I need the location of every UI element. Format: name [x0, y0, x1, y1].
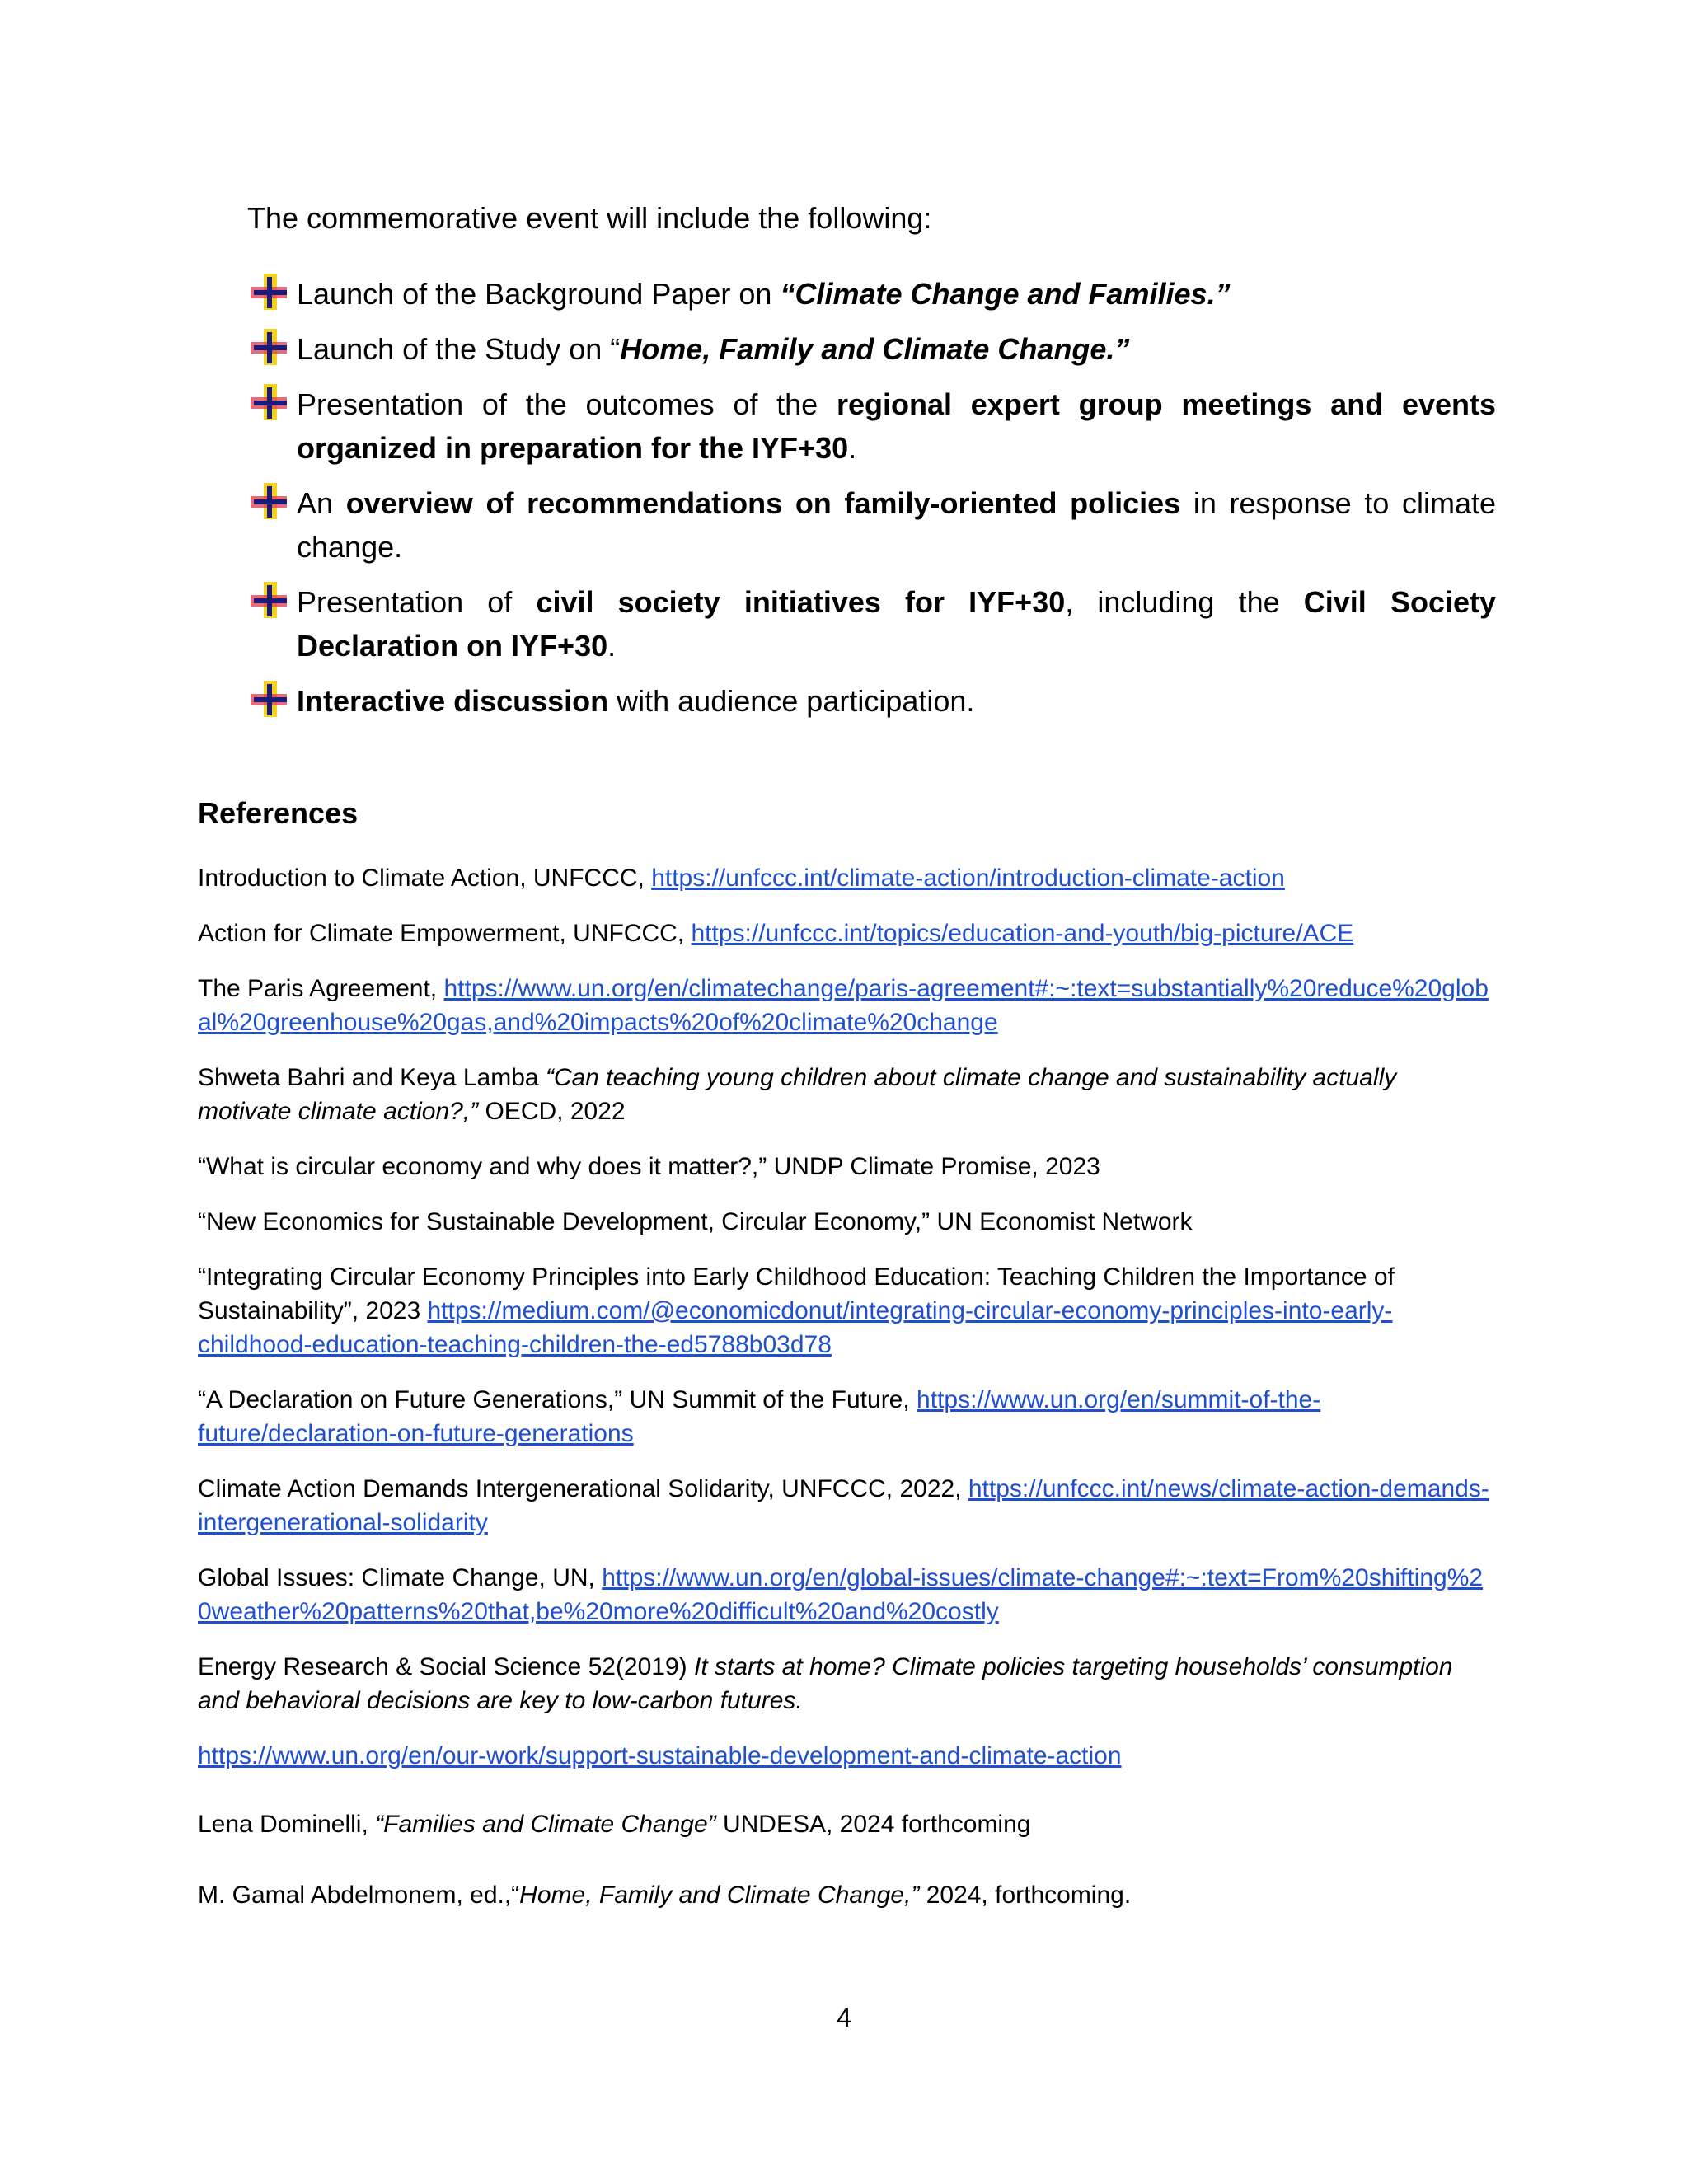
reference-item	[198, 1061, 1496, 1128]
reference-text: OECD, 2022	[478, 1098, 626, 1125]
cross-bullet-icon	[247, 481, 290, 523]
reference-text: M. Gamal Abdelmonem, ed.,“	[198, 1882, 520, 1909]
bullet-text: Presentation of	[297, 585, 537, 619]
reference-text: Introduction to Climate Action, UNFCCC,	[198, 865, 652, 892]
bullet-item	[247, 382, 1496, 470]
reference-link[interactable]: https://www.un.org/en/global-issues/climate-change#:~:text=From%20shifting%20weather%20patterns%20that,be%20more%20difficult%20and%20costly	[198, 1564, 1484, 1625]
reference-text: Action for Climate Empowerment, UNFCCC,	[198, 920, 692, 947]
reference-item	[198, 1650, 1496, 1718]
reference-text: “Integrating Circular Economy Principles into Early Childhood Education: Teaching Children the Importance of Sustainability”, 2023	[198, 1263, 1395, 1324]
reference-text: UNDESA, 2024 forthcoming	[715, 1811, 1031, 1838]
reference-title: It starts at home? Climate policies targeting households’ consumption and behavioral decisions are key to low-carbon futures.	[198, 1653, 1453, 1714]
reference-link[interactable]: https://www.un.org/en/our-work/support-sustainable-development-and-climate-action	[198, 1742, 1122, 1769]
bullet-item	[247, 327, 1496, 371]
reference-text: “A Declaration on Future Generations,” UN Summit of the Future,	[198, 1386, 917, 1413]
bullet-emphasis: civil society initiatives for IYF+30	[536, 585, 1066, 619]
cross-bullet-icon	[247, 272, 290, 313]
reference-item	[198, 1260, 1496, 1361]
bullet-emphasis: Home, Family and Climate Change.”	[620, 332, 1130, 366]
bullet-emphasis: regional expert group meetings and events organized in preparation for the IYF+30	[297, 387, 1497, 465]
reference-link[interactable]: https://unfccc.int/climate-action/introduction-climate-action	[651, 865, 1285, 892]
bullet-item	[247, 481, 1496, 569]
page-number: 4	[837, 2003, 851, 2032]
intro-text: The commemorative event will include the following:	[247, 201, 932, 235]
reference-title: “Can teaching young children about climate change and sustainability actually motivate climate action?,”	[198, 1064, 1397, 1125]
reference-item	[198, 1205, 1496, 1239]
reference-text: Lena Dominelli,	[198, 1811, 376, 1838]
bullet-text: Launch of the Study on “	[297, 332, 621, 366]
bullet-text: .	[607, 629, 617, 663]
cross-bullet-icon	[247, 679, 290, 720]
reference-text: “What is circular economy and why does it matter?,” UNDP Climate Promise, 2023	[198, 1153, 1100, 1180]
bullet-item	[247, 679, 1496, 723]
bullet-text: with audience participation.	[608, 684, 975, 718]
reference-text: Global Issues: Climate Change, UN,	[198, 1564, 603, 1591]
references-heading: References	[198, 796, 359, 830]
cross-bullet-icon	[247, 580, 290, 621]
reference-item	[198, 1561, 1496, 1629]
reference-item	[198, 1472, 1496, 1540]
reference-link[interactable]: https://www.un.org/en/summit-of-the-future/declaration-on-future-generations	[198, 1386, 1321, 1447]
bullet-text: , including the	[1065, 585, 1304, 619]
bullet-emphasis: overview of recommendations on family-oriented policies	[345, 486, 1181, 520]
reference-item	[198, 1878, 1496, 1912]
reference-text: “New Economics for Sustainable Development, Circular Economy,” UN Economist Network	[198, 1208, 1193, 1235]
bullet-text: Launch of the Background Paper on	[297, 277, 781, 311]
reference-item	[198, 1807, 1496, 1841]
bullet-emphasis: Interactive discussion	[297, 684, 609, 718]
bullet-item	[247, 580, 1496, 668]
reference-text: Shweta Bahri and Keya Lamba	[198, 1064, 546, 1091]
cross-bullet-icon	[247, 327, 290, 368]
reference-item	[198, 1739, 1496, 1773]
bullet-emphasis: “Climate Change and Families.”	[780, 277, 1231, 311]
bullet-text: Presentation of the outcomes of the	[297, 387, 837, 421]
reference-text: Climate Action Demands Intergenerational Solidarity, UNFCCC, 2022,	[198, 1475, 968, 1502]
bullet-text: in response to climate change.	[297, 486, 1496, 564]
reference-link[interactable]: https://unfccc.int/news/climate-action-demands-intergenerational-solidarity	[198, 1475, 1489, 1536]
reference-text: The Paris Agreement,	[198, 975, 444, 1002]
bullet-text: An	[297, 486, 346, 520]
reference-text: Energy Research & Social Science 52(2019)	[198, 1653, 694, 1680]
reference-link[interactable]: https://unfccc.int/topics/education-and-youth/big-picture/ACE	[691, 920, 1354, 947]
bullet-emphasis: Civil Society Declaration on IYF+30	[297, 585, 1496, 663]
bullet-text: .	[848, 431, 857, 465]
reference-item	[198, 1383, 1496, 1451]
reference-item	[198, 916, 1496, 950]
references-list	[198, 861, 1496, 1933]
event-items-list	[247, 272, 1496, 734]
reference-text: 2024, forthcoming.	[919, 1882, 1132, 1909]
reference-title: Home, Family and Climate Change,”	[519, 1882, 920, 1909]
cross-bullet-icon	[247, 382, 290, 424]
reference-item	[198, 972, 1496, 1039]
reference-item	[198, 1150, 1496, 1183]
reference-item	[198, 861, 1496, 895]
reference-link[interactable]: https://medium.com/@economicdonut/integrating-circular-economy-principles-into-early-childhood-education-teaching-children-the-ed5788b03d78	[198, 1297, 1393, 1358]
bullet-item	[247, 272, 1496, 316]
reference-link[interactable]: https://www.un.org/en/climatechange/paris-agreement#:~:text=substantially%20reduce%20global%20greenhouse%20gas,and%20impacts%20of%20climate%20change	[198, 975, 1489, 1036]
reference-title: “Families and Climate Change”	[375, 1811, 716, 1838]
